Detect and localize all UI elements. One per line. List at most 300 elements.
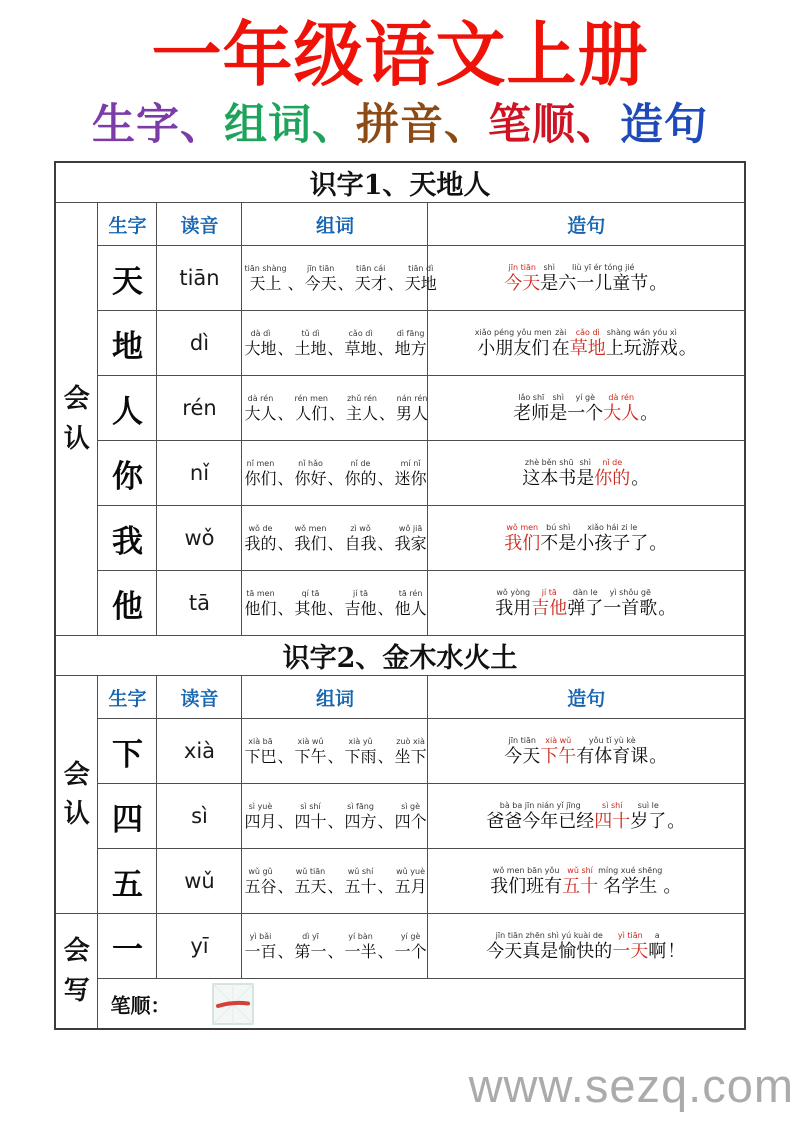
hanzi-text: 、 — [327, 338, 344, 358]
hanzi-text: 地方 — [394, 338, 427, 358]
words-cell — [242, 719, 428, 784]
pinyin-text: zhè běn shū — [524, 457, 574, 467]
sentence-cell — [428, 719, 745, 784]
words-cell — [242, 784, 428, 849]
punctuation — [276, 801, 294, 832]
pinyin-text: sì shí — [300, 801, 321, 811]
subtitle-part-0: 生字、 — [92, 99, 224, 150]
pinyin-text: nǐ de — [350, 458, 371, 468]
hanzi-text: 吉他 — [531, 597, 568, 619]
pinyin-text: dà rén — [247, 393, 274, 403]
pinyin-text: nǐ de — [602, 457, 623, 467]
hanzi-text: 今天真是愉快的 — [486, 940, 613, 962]
punctuation — [657, 587, 677, 621]
pinyin-word — [395, 801, 427, 832]
pinyin-text: jīn tiān — [508, 735, 536, 745]
pinyin-text: xià bā — [248, 736, 273, 746]
pinyin-word — [495, 587, 531, 621]
hanzi-text: 五十 — [562, 875, 599, 897]
table-row — [55, 849, 745, 914]
hanzi-text: 小朋友们 — [477, 337, 550, 359]
punctuation — [328, 393, 346, 424]
column-header-1: 读音 — [157, 203, 242, 246]
pinyin-word — [549, 392, 567, 426]
subtitle-part-3: 笔顺、 — [488, 99, 620, 150]
pinyin-text: zuò xià — [396, 736, 425, 746]
hanzi-text: 我们班有 — [490, 875, 563, 897]
pinyin-text: xiǎo hái zi le — [587, 522, 638, 532]
pinyin-word — [612, 930, 648, 964]
table-row — [55, 246, 745, 311]
pinyin-word — [395, 328, 427, 359]
pinyin-word — [345, 801, 377, 832]
punctuation — [276, 736, 294, 767]
hanzi-text: 下雨 — [344, 746, 377, 766]
pinyin-word — [345, 458, 377, 489]
pinyin-text: jí tā — [541, 587, 557, 597]
pinyin-text: cǎo dì — [348, 328, 373, 338]
punctuation — [678, 327, 698, 361]
hanzi-text: 、 — [387, 273, 404, 293]
worksheet-table — [54, 161, 746, 1030]
pinyin-text: yí bàn — [348, 931, 373, 941]
pinyin-word — [486, 800, 594, 834]
pinyin-word — [305, 263, 337, 294]
pinyin-text: tǔ dì — [301, 328, 320, 338]
pinyin-text: wǔ shí — [567, 865, 593, 875]
hanzi-text: 今天 — [504, 272, 541, 294]
pinyin-word — [345, 931, 377, 962]
pinyin-word — [540, 522, 576, 556]
hanzi-text: 、 — [378, 403, 395, 423]
pinyin-word — [295, 931, 327, 962]
sentence-cell — [428, 849, 745, 914]
pinyin-text: tiān shàng — [244, 263, 287, 273]
hanzi-text: 、 — [277, 811, 294, 831]
pinyin-word — [486, 930, 612, 964]
pinyin-word — [395, 736, 427, 767]
hanzi-text: 四个 — [394, 811, 427, 831]
hanzi-text: 大地 — [244, 338, 277, 358]
char-cell: 天 — [98, 246, 157, 311]
hanzi-text: 、 — [327, 468, 344, 488]
pinyin-word — [395, 931, 427, 962]
pinyin-text — [327, 328, 345, 339]
hanzi-text: 一天 — [612, 940, 649, 962]
hanzi-text: 你好 — [294, 468, 327, 488]
worksheet-body — [55, 162, 745, 1029]
hanzi-text: 、 — [327, 598, 344, 618]
section-title: 识字1、天地人 — [55, 162, 745, 203]
pinyin-text — [377, 458, 395, 469]
pinyin-text — [630, 457, 650, 468]
hanzi-text: 大人 — [603, 402, 640, 424]
punctuation — [276, 458, 294, 489]
hanzi-text: 人们 — [295, 403, 328, 423]
side-label-char: 会 — [63, 936, 90, 966]
sentence-cell — [428, 246, 745, 311]
punctuation — [378, 393, 396, 424]
hanzi-text: 爸爸今年已经 — [486, 810, 595, 832]
pinyin-text — [377, 328, 395, 339]
pinyin-word — [606, 327, 678, 361]
hanzi-text: 、 — [327, 746, 344, 766]
pinyin-text: suì le — [637, 800, 659, 810]
pinyin-word — [540, 735, 576, 769]
punctuation — [327, 736, 345, 767]
punctuation — [276, 393, 294, 424]
pinyin-text: xià wǔ — [297, 736, 324, 746]
pinyin-text — [377, 736, 395, 747]
pinyin-word — [295, 866, 327, 897]
pinyin-text: shì — [579, 457, 591, 467]
column-header-2: 组词 — [242, 203, 428, 246]
page-title: 一年级语文上册 — [151, 14, 649, 96]
pinyin-word — [594, 800, 630, 834]
pinyin-text — [387, 263, 405, 274]
side-label — [55, 914, 98, 1029]
hanzi-text: 五天 — [294, 876, 327, 896]
hanzi-text: 下午 — [294, 746, 327, 766]
pinyin-text — [657, 587, 677, 598]
hanzi-text: 。 — [640, 402, 659, 424]
hanzi-text: 是 — [576, 467, 595, 489]
section-title-row — [55, 162, 745, 203]
pinyin-word — [244, 588, 276, 619]
hanzi-text: 六一儿童节 — [558, 272, 649, 294]
hanzi-text: 、 — [377, 746, 394, 766]
hanzi-text: 、 — [327, 876, 344, 896]
sentence-cell — [428, 506, 745, 571]
punctuation — [327, 523, 345, 554]
words-cell — [242, 376, 428, 441]
pinyin-text: jí tā — [353, 588, 369, 598]
pinyin-text — [678, 327, 698, 338]
hanzi-text: 主人 — [345, 403, 378, 423]
char-cell: 一 — [98, 914, 157, 979]
pinyin-word — [405, 263, 437, 294]
pinyin-word — [345, 328, 377, 359]
hanzi-text: 四十 — [294, 811, 327, 831]
reading-cell: xià — [157, 719, 242, 784]
sentence-cell — [428, 441, 745, 506]
subtitle-part-2: 拼音、 — [356, 99, 488, 150]
punctuation — [327, 801, 345, 832]
hanzi-text: 我们 — [294, 533, 327, 553]
char-cell: 五 — [98, 849, 157, 914]
pinyin-text: yì bǎi — [249, 931, 272, 941]
pinyin-text: rén men — [294, 393, 328, 403]
hanzi-text: 男人 — [395, 403, 428, 423]
pinyin-word — [475, 327, 552, 361]
hanzi-text: 。 — [678, 337, 697, 359]
hanzi-text: 在 — [551, 337, 570, 359]
pinyin-text: bà ba jīn nián yǐ jīng — [499, 800, 581, 810]
subtitle-part-4: 造句 — [620, 99, 708, 150]
pinyin-word — [345, 523, 377, 554]
pinyin-text: nǐ hǎo — [298, 458, 323, 468]
pinyin-text — [276, 458, 294, 469]
pinyin-text: jīn tiān — [306, 263, 335, 273]
hanzi-text: 。 — [658, 597, 677, 619]
pinyin-word — [395, 523, 427, 554]
hanzi-text: 老师 — [513, 402, 550, 424]
pinyin-text: sì yuè — [248, 801, 273, 811]
punctuation — [639, 392, 659, 426]
hanzi-text: 、 — [377, 598, 394, 618]
column-header-3: 造句 — [428, 203, 745, 246]
pinyin-text — [327, 866, 345, 877]
side-label — [55, 203, 98, 636]
char-cell: 他 — [98, 571, 157, 636]
hanzi-text: 一个 — [567, 402, 604, 424]
pinyin-text: wǒ men bān yǒu — [492, 865, 560, 875]
hanzi-text: 不是 — [540, 532, 577, 554]
pinyin-text — [327, 736, 345, 747]
hanzi-text: 天地 — [404, 273, 437, 293]
hanzi-text: 弹了 — [567, 597, 604, 619]
pinyin-text: tiān dì — [408, 263, 434, 273]
pinyin-word — [395, 866, 427, 897]
hanzi-text: 、 — [287, 273, 304, 293]
pinyin-text — [639, 392, 659, 403]
hanzi-text: 、 — [327, 533, 344, 553]
hanzi-text: 。 — [663, 875, 682, 897]
hanzi-text: 四十 — [594, 810, 631, 832]
hanzi-text: 四月 — [244, 811, 277, 831]
words-cell — [242, 506, 428, 571]
pinyin-word — [567, 392, 603, 426]
pinyin-text — [377, 523, 395, 534]
punctuation — [387, 263, 405, 294]
sentence-cell — [428, 784, 745, 849]
pinyin-text — [337, 263, 355, 274]
hanzi-text: 、 — [277, 468, 294, 488]
pinyin-text: yǒu tǐ yù kè — [588, 735, 636, 745]
punctuation — [662, 865, 682, 899]
punctuation — [648, 262, 668, 296]
hanzi-text: 今天 — [304, 273, 337, 293]
hanzi-text: 、 — [277, 533, 294, 553]
pinyin-word — [504, 735, 540, 769]
punctuation — [648, 735, 668, 769]
hanzi-text: 有体育课 — [576, 745, 649, 767]
hanzi-text: 是 — [540, 272, 559, 294]
punctuation — [377, 458, 395, 489]
table-row — [55, 719, 745, 784]
pinyin-word — [603, 392, 639, 426]
pinyin-word — [345, 866, 377, 897]
pinyin-word — [576, 522, 648, 556]
punctuation — [276, 328, 294, 359]
hanzi-text: 、 — [337, 273, 354, 293]
hanzi-text: 一个 — [394, 941, 427, 961]
reading-cell: yī — [157, 914, 242, 979]
pinyin-text — [276, 931, 294, 942]
punctuation — [327, 931, 345, 962]
pinyin-word — [244, 458, 276, 489]
side-label-char: 认 — [63, 423, 90, 454]
hanzi-text: 坐下 — [394, 746, 427, 766]
hanzi-text: 五月 — [394, 876, 427, 896]
pinyin-text: sì fāng — [347, 801, 374, 811]
hanzi-text: 、 — [377, 876, 394, 896]
hanzi-text: 今天 — [504, 745, 541, 767]
pinyin-text: xiǎo péng yǒu men — [474, 327, 552, 337]
pinyin-text: jīn tiān zhēn shì yú kuài de — [495, 930, 603, 940]
hanzi-text: 。 — [667, 810, 686, 832]
punctuation — [377, 588, 395, 619]
pinyin-word — [244, 931, 276, 962]
reading-cell: tā — [157, 571, 242, 636]
pinyin-text: zhǔ rén — [346, 393, 377, 403]
pinyin-text — [327, 588, 345, 599]
pinyin-text: wǒ yòng — [496, 587, 531, 597]
char-cell: 你 — [98, 441, 157, 506]
hanzi-text: 天上 — [249, 273, 282, 293]
pinyin-word — [531, 587, 567, 621]
pinyin-text: wǔ tiān — [295, 866, 326, 876]
column-header-2: 组词 — [242, 676, 428, 719]
hanzi-text: 、 — [277, 941, 294, 961]
column-header-0: 生字 — [98, 203, 157, 246]
char-cell: 我 — [98, 506, 157, 571]
hanzi-text: 。 — [649, 532, 668, 554]
pinyin-word — [522, 457, 576, 491]
pinyin-word — [603, 587, 657, 621]
words-cell — [242, 571, 428, 636]
pinyin-word — [295, 328, 327, 359]
hanzi-text: ！ — [667, 940, 686, 962]
hanzi-text: 、 — [377, 811, 394, 831]
hanzi-text: 是 — [549, 402, 568, 424]
punctuation — [666, 930, 686, 964]
pinyin-text — [648, 522, 668, 533]
punctuation — [377, 801, 395, 832]
hanzi-text: 我家 — [394, 533, 427, 553]
hanzi-text: 上玩游戏 — [605, 337, 678, 359]
pinyin-text — [327, 931, 345, 942]
pinyin-word — [244, 263, 286, 294]
pinyin-word — [396, 393, 428, 424]
section-title-row — [55, 636, 745, 676]
pinyin-word — [576, 735, 648, 769]
sentence-cell — [428, 376, 745, 441]
punctuation — [377, 866, 395, 897]
pinyin-text: wǒ men — [506, 522, 539, 532]
pinyin-text: shì — [552, 392, 564, 402]
pinyin-word — [244, 866, 276, 897]
punctuation — [377, 523, 395, 554]
reading-cell: tiān — [157, 246, 242, 311]
pinyin-text: nǐ men — [246, 458, 275, 468]
pinyin-text: wǔ gǔ — [248, 866, 273, 876]
hanzi-text: 、 — [277, 598, 294, 618]
hanzi-text: 其他 — [294, 598, 327, 618]
pinyin-word — [558, 262, 648, 296]
hanzi-text: 我们 — [504, 532, 541, 554]
hanzi-text: 吉他 — [344, 598, 377, 618]
words-cell — [242, 441, 428, 506]
pinyin-word — [630, 800, 666, 834]
pinyin-text: yí gè — [575, 392, 595, 402]
pinyin-text — [666, 930, 686, 941]
pinyin-text — [648, 262, 668, 273]
pinyin-text — [327, 801, 345, 812]
pinyin-text — [276, 588, 294, 599]
stroke-order-cell — [98, 979, 745, 1029]
hanzi-text: 大人 — [244, 403, 277, 423]
pinyin-text: jīn tiān — [508, 262, 536, 272]
hanzi-text: 四方 — [344, 811, 377, 831]
pinyin-word — [295, 736, 327, 767]
pinyin-word — [598, 865, 662, 899]
hanzi-text: 一半 — [344, 941, 377, 961]
pinyin-text: zài — [555, 327, 567, 337]
pinyin-text: míng xué shēng — [598, 865, 663, 875]
pinyin-text: lǎo shī — [518, 392, 545, 402]
side-label — [55, 676, 98, 914]
pinyin-text: wǒ men — [294, 523, 327, 533]
stroke-order-grid — [212, 983, 254, 1025]
hanzi-text: 。 — [649, 745, 668, 767]
pinyin-word — [295, 801, 327, 832]
punctuation — [327, 328, 345, 359]
pinyin-text — [276, 801, 294, 812]
hanzi-text: 天才 — [354, 273, 387, 293]
hanzi-text: 土地 — [294, 338, 327, 358]
punctuation — [276, 588, 294, 619]
pinyin-word — [244, 393, 276, 424]
pinyin-word — [295, 523, 327, 554]
punctuation — [287, 263, 305, 294]
pinyin-text: xià yǔ — [348, 736, 373, 746]
hanzi-text: 你的 — [344, 468, 377, 488]
reading-cell: wǒ — [157, 506, 242, 571]
pinyin-word — [540, 262, 558, 296]
pinyin-text: dì yī — [302, 931, 319, 941]
pinyin-word — [345, 736, 377, 767]
pinyin-word — [345, 588, 377, 619]
subtitle-part-1: 组词、 — [224, 99, 356, 150]
hanzi-text: 一首歌 — [603, 597, 658, 619]
punctuation — [276, 523, 294, 554]
pinyin-text: wǔ yuè — [396, 866, 426, 876]
pinyin-word — [504, 262, 540, 296]
pinyin-text — [377, 866, 395, 877]
pinyin-word — [576, 457, 594, 491]
pinyin-word — [648, 930, 666, 964]
pinyin-text: mí nǐ — [400, 458, 421, 468]
column-header-3: 造句 — [428, 676, 745, 719]
pinyin-text — [276, 866, 294, 877]
punctuation — [648, 522, 668, 556]
pinyin-text — [378, 393, 396, 404]
pinyin-text: dàn le — [572, 587, 598, 597]
pinyin-word — [244, 523, 276, 554]
char-cell: 地 — [98, 311, 157, 376]
table-row — [55, 506, 745, 571]
hanzi-text: 我用 — [495, 597, 532, 619]
pinyin-text — [276, 736, 294, 747]
hanzi-text: 、 — [327, 811, 344, 831]
hanzi-text: 、 — [328, 403, 345, 423]
hanzi-text: 迷你 — [394, 468, 427, 488]
pinyin-text — [377, 931, 395, 942]
words-cell — [242, 849, 428, 914]
hanzi-text: 他们 — [244, 598, 277, 618]
pinyin-text: shì — [543, 262, 555, 272]
